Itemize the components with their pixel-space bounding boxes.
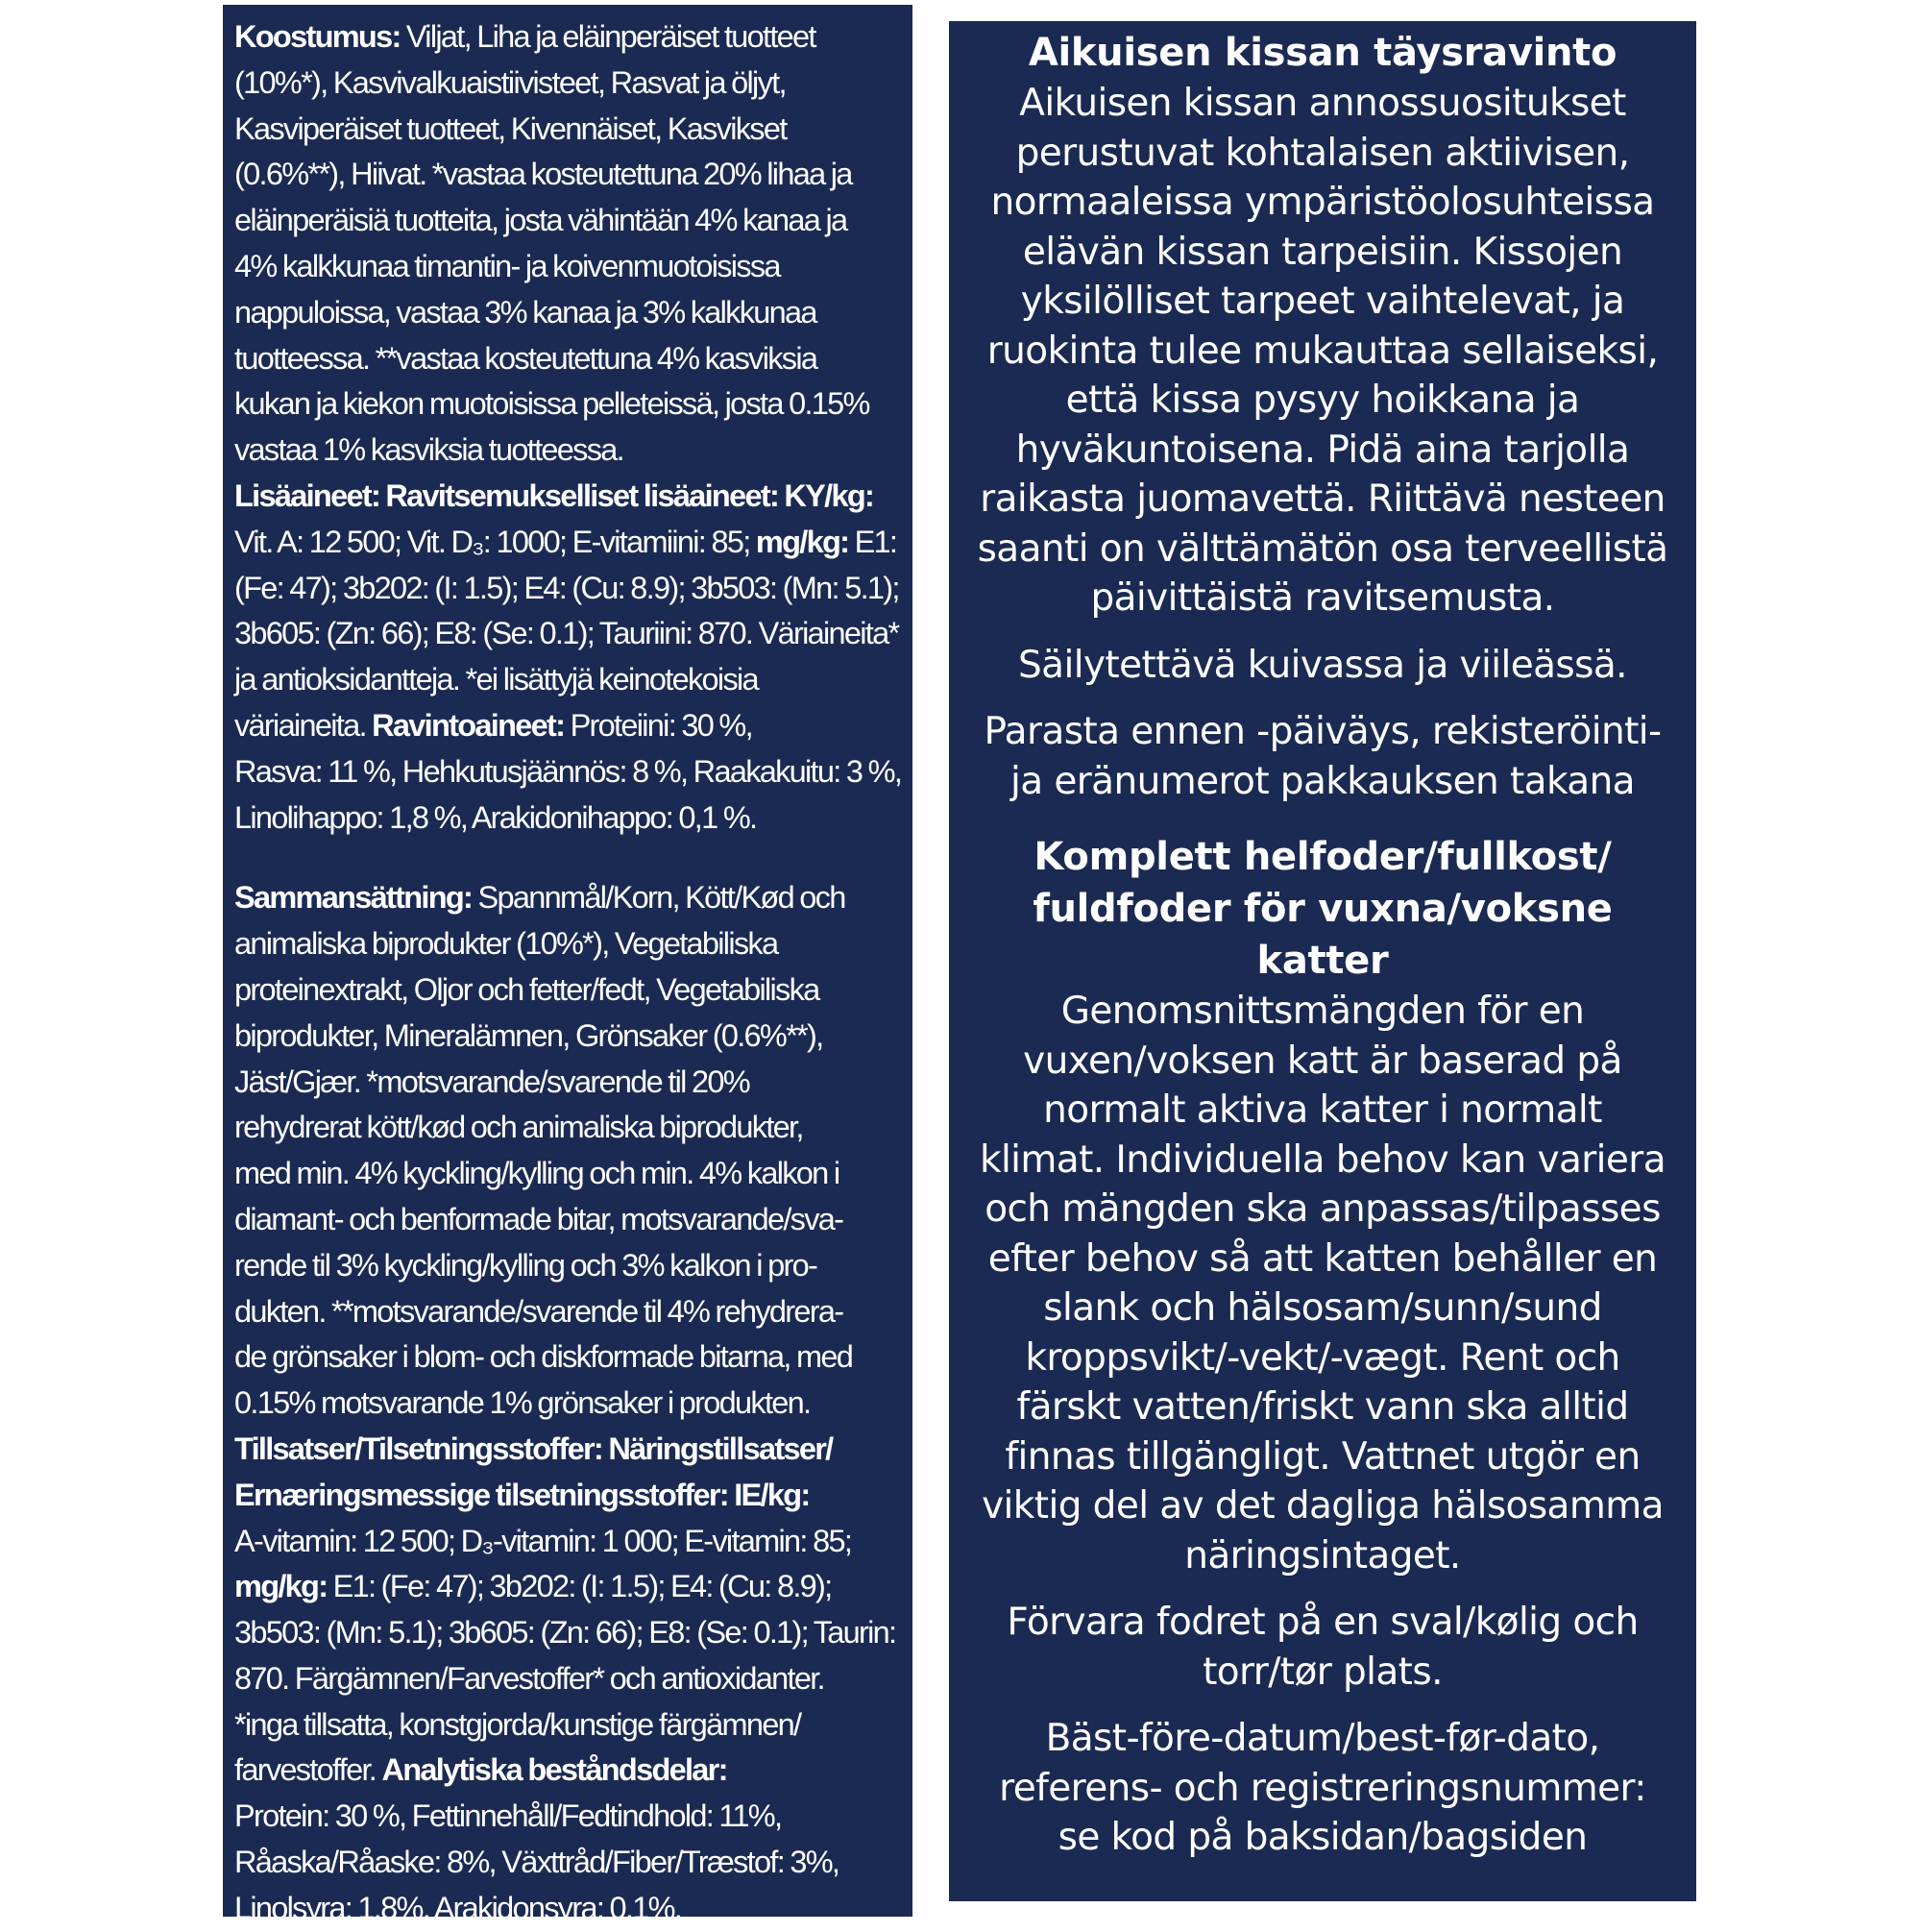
fi-feeding-line: että kissa pysyy hoikkana ja	[1065, 379, 1580, 422]
sv-additives-section	[234, 1427, 901, 1932]
fi-feeding-line: Aikuisen kissan annossuositukset	[1019, 82, 1626, 125]
fi-title: Aikuisen kissan täysravinto	[1028, 31, 1617, 75]
sv-best-before: Bäst-före-datum/best-før-dato,	[1045, 1717, 1600, 1760]
sv-feeding-line: slank och hälsosam/sunn/sund	[1043, 1286, 1602, 1330]
fi-feeding-line: perustuvat kohtalaisen aktiivisen,	[1015, 131, 1630, 175]
sv-additives-line: A-vitamin: 12 500; D₃-vitamin: 1 000; E-vitamin: 85;	[234, 1523, 852, 1558]
fi-storage: Säilytettävä kuivassa ja viileässä.	[1018, 643, 1627, 687]
fi-composition-line: eläinperäisiä tuotteita, josta vähintään 4% kanaa ja	[234, 203, 847, 238]
sv-storage: Förvara fodret på en sval/kølig och	[1007, 1601, 1639, 1644]
fi-composition-line: kukan ja kiekon muotoisissa pelleteissä, josta 0.15%	[234, 386, 869, 422]
fi-best-before: Parasta ennen -päiväys, rekisteröinti-	[984, 710, 1662, 753]
section-spacer	[234, 841, 901, 875]
sv-feeding-line: näringsintaget.	[1184, 1533, 1461, 1577]
fi-feeding-line: raikasta juomavettä. Riittävä nesteen	[980, 477, 1666, 521]
fi-composition-line: vastaa 1% kasviksia tuotteessa.	[234, 432, 623, 468]
sv-composition-label: Sammansättning:	[234, 880, 473, 916]
fi-additives-line: (Fe: 47); 3b202: (I: 1.5); E4: (Cu: 8.9); 3b503: (Mn: 5.1);	[234, 570, 899, 605]
sv-additives-label: Ernæringsmessige tilsetningsstoffer: IE/kg:	[234, 1477, 810, 1512]
fi-additives-label: Lisäaineet: Ravitsemukselliset lisäaineet: KY/kg:	[234, 477, 874, 513]
sv-best-before: referens- och registreringsnummer:	[999, 1766, 1646, 1810]
fi-best-before: ja eränumerot pakkauksen takana	[1010, 759, 1635, 803]
ingredients-panel	[223, 5, 912, 1925]
sv-composition-line: rende til 3% kyckling/kylling och 3% kalkon i pro-	[234, 1247, 817, 1283]
sv-best-before: se kod på baksidan/bagsiden	[1058, 1816, 1588, 1859]
sv-additives-line: 3b503: (Mn: 5.1); 3b605: (Zn: 66); E8: (Se: 0.1); Taurin:	[234, 1615, 896, 1651]
sv-additives-line: 870. Färgämnen/Farvestoffer* och antioxidanter.	[234, 1660, 824, 1696]
feeding-panel	[949, 21, 1696, 1901]
sv-feeding-line: klimat. Individuella behov kan variera	[979, 1137, 1666, 1182]
spacer	[959, 806, 1687, 831]
sv-composition-line: animaliska biprodukter (10%*), Vegetabiliska	[234, 926, 778, 962]
fi-composition-line: (10%*), Kasvivalkuaistiivisteet, Rasvat ja öljyt,	[234, 64, 786, 100]
fi-feeding-line: normaaleissa ympäristöolosuhteissa	[990, 181, 1655, 224]
sv-feeding-line: viktig del av det dagliga hälsosamma	[982, 1484, 1664, 1528]
sv-composition-line: proteinextrakt, Oljor och fetter/fedt, Vegetabiliska	[234, 971, 819, 1007]
sv-analytic-line: Råaska/Råaske: 8%, Växttråd/Fiber/Træstof: 3%,	[234, 1845, 839, 1880]
sv-feeding-line: Genomsnittsmängden för en	[1060, 990, 1585, 1033]
sv-analytic-line: Protein: 30 %, Fettinnehåll/Fedtindhold: 11%,	[234, 1798, 782, 1834]
sv-additives-label: Tillsatser/Tilsetningsstoffer: Näringstillsatser/	[234, 1431, 833, 1466]
spacer	[959, 624, 1687, 641]
sv-title: fuldfoder för vuxna/voksne	[1033, 887, 1613, 931]
sv-feeding-line: färskt vatten/friskt vann ska alltid	[1016, 1385, 1629, 1429]
sv-storage: torr/tør plats.	[1203, 1650, 1443, 1694]
sv-title: katter	[1256, 939, 1389, 983]
sv-title: Komplett helfoder/fullkost/	[1033, 835, 1612, 879]
fi-composition-line: (0.6%**), Hiivat. *vastaa kosteutettuna 20% lihaa ja	[234, 157, 852, 192]
fi-feeding-line: päivittäistä ravitsemusta.	[1090, 576, 1555, 620]
sv-additives-line: *inga tillsatta, konstgjorda/kunstige färgämnen/	[234, 1706, 801, 1742]
fi-composition-label: Koostumus:	[234, 19, 401, 54]
sv-composition-line: dukten. **motsvarande/svarende til 4% rehydrera-	[234, 1293, 843, 1329]
fi-additives-line: 3b605: (Zn: 66); E8: (Se: 0.1); Tauriini: 870. Väriaineita*	[234, 616, 899, 651]
fi-composition-line: tuotteessa. **vastaa kosteutettuna 4% kasviksia	[234, 340, 817, 376]
sv-feeding-line: vuxen/voksen katt är baserad på	[1023, 1039, 1622, 1083]
sv-composition-line: Jäst/Gjær. *motsvarande/svarende til 20%	[234, 1064, 749, 1099]
spacer	[959, 1580, 1687, 1598]
fi-nutrients-label: Ravintoaineet:	[372, 707, 565, 743]
sv-composition-line: 0.15% motsvarande 1% grönsaker i produkten.	[234, 1385, 811, 1421]
sv-feeding-line: finnas tillgängligt. Vattnet utgör en	[1005, 1434, 1641, 1479]
spacer	[959, 690, 1687, 707]
fi-composition-section	[234, 14, 901, 474]
fi-composition-line: Koostumus: Viljat, Liha ja eläinperäiset tuotteet	[234, 19, 815, 54]
sv-additives-line: farvestoffer. Analytiska beståndsdelar:	[234, 1752, 727, 1788]
fi-nutrients-line: Linolihappo: 1,8 %, Arakidonihappo: 0,1 %.	[234, 799, 757, 835]
fi-feeding-line: ruokinta tulee mukauttaa sellaiseksi,	[986, 329, 1659, 373]
sv-composition-line: rehydrerat kött/kød och animaliska biprodukter,	[234, 1110, 803, 1145]
sv-feeding-text	[959, 987, 1687, 1580]
fi-feeding-line: saanti on välttämätön osa terveellistä	[977, 526, 1668, 571]
sv-additives-line: mg/kg: E1: (Fe: 47); 3b202: (I: 1.5); E4: (Cu: 8.9);	[234, 1569, 832, 1604]
sv-feeding-line: och mängden ska anpassas/tilpasses	[985, 1187, 1661, 1231]
sv-feeding-line: kroppsvikt/-vekt/-vægt. Rent och	[1025, 1335, 1620, 1380]
fi-nutrients-line: Rasva: 11 %, Hehkutusjäännös: 8 %, Raakakuitu: 3 %,	[234, 753, 902, 789]
sv-analytic-label: Analytiska beståndsdelar:	[381, 1752, 727, 1788]
fi-composition-line: Kasviperäiset tuotteet, Kivennäiset, Kasvikset	[234, 110, 787, 146]
sv-composition-line: diamant- och benformade bitar, motsvarande/sva-	[234, 1201, 843, 1236]
fi-additives-line: Vit. A: 12 500; Vit. D₃: 1000; E-vitamiini: 85; mg/kg: E1:	[234, 524, 897, 559]
sv-composition-line: med min. 4% kyckling/kylling och min. 4% kalkon i	[234, 1156, 839, 1191]
sv-composition-line: Sammansättning: Spannmål/Korn, Kött/Kød och	[234, 880, 845, 916]
sv-feeding-line: normalt aktiva katter i normalt	[1043, 1088, 1602, 1132]
sv-composition-line: biprodukter, Mineralämnen, Grönsaker (0.6%**),	[234, 1017, 823, 1053]
fi-composition-line: 4% kalkkunaa timantin- ja koivenmuotoisissa	[234, 248, 780, 283]
fi-feeding-line: hyväkuntoisena. Pidä aina tarjolla	[1015, 428, 1630, 472]
sv-feeding-line: efter behov så att katten behåller en	[987, 1236, 1658, 1281]
fi-additives-line: ja antioksidantteja. *ei lisättyjä keinotekoisia	[234, 662, 758, 697]
fi-composition-line: nappuloissa, vastaa 3% kanaa ja 3% kalkkunaa	[234, 294, 816, 330]
fi-additives-line: väriaineita. Ravintoaineet: Proteiini: 30 %,	[234, 707, 752, 743]
fi-additives-section	[234, 474, 901, 841]
spacer	[959, 1697, 1687, 1714]
sv-analytic-line: Linolsyra: 1.8%, Arakidonsyra: 0.1%.	[234, 1890, 682, 1925]
fi-feeding-line: elävän kissan tarpeisiin. Kissojen	[1022, 230, 1623, 274]
sv-composition-section	[234, 875, 901, 1427]
sv-composition-line: de grönsaker i blom- och diskformade bitarna, med	[234, 1339, 853, 1375]
fi-feeding-text	[959, 79, 1687, 624]
fi-feeding-line: yksilölliset tarpeet vaihtelevat, ja	[1020, 280, 1625, 323]
